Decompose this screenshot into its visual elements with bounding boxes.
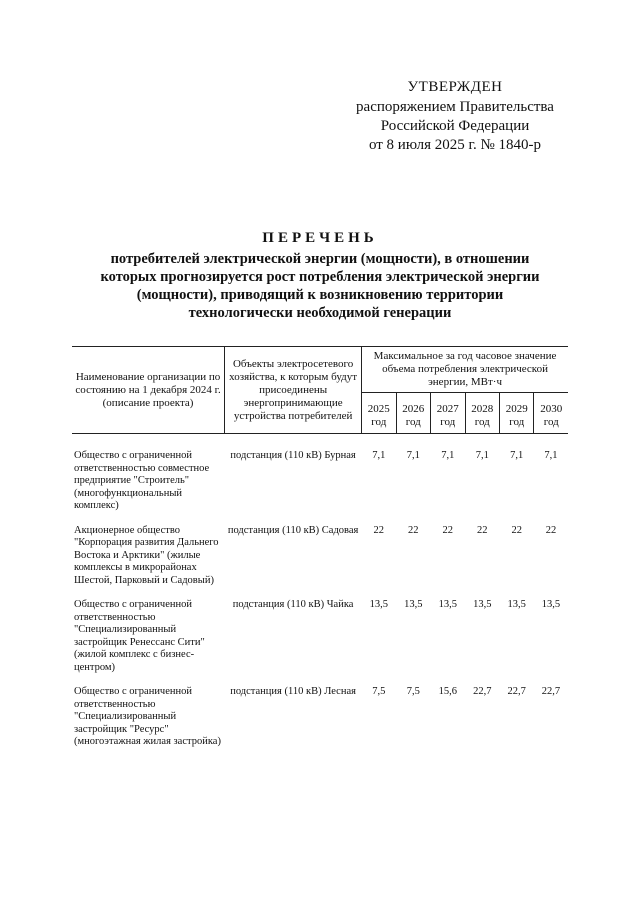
- header-year-2028: 2028 год: [465, 393, 499, 434]
- header-max-consumption: Максимальное за год часовое значение объема потребления электрической энергии, МВт·ч: [362, 347, 568, 393]
- document-subtitle: потребителей электрической энергии (мощности), в отношении которых прогнозируется рост потребления электрической энергии (мощности), приводящий к возникновению территории технологически необходимой генерации: [100, 251, 540, 321]
- header-year-2030: 2030 год: [534, 393, 568, 434]
- row-organization: Акционерное общество "Корпорация развития Дальнего Востока и Арктики" (жилые комплексы в микрорайонах Шестой, Парковый и Садовый): [74, 524, 219, 586]
- row-value-2025: 7,5: [372, 686, 386, 697]
- header-year-2027: 2027 год: [431, 393, 465, 434]
- row-value-2028: 13,5: [473, 599, 492, 610]
- row-organization: Общество с ограниченной ответственностью совместное предприятие "Строитель" (многофункциональный комплекс): [74, 450, 210, 511]
- approval-line-1: распоряжением Правительства: [356, 99, 554, 115]
- row-value-2027: 15,6: [438, 686, 457, 697]
- header-year-2026: 2026 год: [396, 393, 430, 434]
- row-value-2029: 13,5: [507, 599, 526, 610]
- row-value-2030: 13,5: [541, 599, 561, 610]
- row-value-2028: 22: [477, 524, 488, 536]
- approval-line-2: Российской Федерации: [380, 118, 530, 134]
- row-value-2025: 22: [373, 524, 385, 536]
- row-organization: Общество с ограниченной ответственностью "Специализированный застройщик "Ресурс" (многоэтажная жилая застройка): [74, 686, 221, 747]
- header-year-2029: 2029 год: [500, 393, 534, 434]
- document-title: ПЕРЕЧЕНЬ: [262, 230, 378, 246]
- approval-heading: УТВЕРЖДЕН: [407, 79, 503, 95]
- row-value-2030: 7,1: [544, 450, 558, 461]
- row-value-2029: 22,7: [507, 686, 526, 697]
- row-value-2025: 7,1: [372, 450, 386, 461]
- row-value-2027: 22: [442, 524, 454, 536]
- approval-block: [330, 78, 580, 155]
- row-value-2026: 7,1: [406, 450, 420, 461]
- header-objects: Объекты электросетевого хозяйства, к которым будут присоединены энергопринимающие устройства потребителей: [225, 347, 362, 434]
- row-value-2029: 22: [511, 524, 522, 536]
- row-value-2028: 22,7: [473, 686, 492, 697]
- row-organization: Общество с ограниченной ответственностью "Специализированный застройщик Ренессанс Сити" (жилой комплекс с бизнес-центром): [74, 599, 205, 673]
- consumers-table: [72, 346, 568, 761]
- row-value-2025: 13,5: [369, 599, 388, 610]
- row-value-2028: 7,1: [475, 450, 489, 461]
- row-value-2029: 7,1: [510, 450, 524, 461]
- row-value-2030: 22: [545, 524, 557, 536]
- row-object: подстанция (110 кВ) Садовая: [227, 524, 359, 536]
- row-object: подстанция (110 кВ) Лесная: [230, 686, 356, 697]
- row-object: подстанция (110 кВ) Бурная: [230, 450, 356, 461]
- row-value-2026: 7,5: [406, 686, 420, 697]
- row-value-2027: 13,5: [438, 599, 457, 610]
- approval-line-3: от 8 июля 2025 г. № 1840-р: [368, 137, 542, 153]
- row-value-2026: 13,5: [404, 599, 423, 610]
- row-value-2030: 22,7: [541, 686, 561, 697]
- row-object: подстанция (110 кВ) Чайка: [232, 599, 354, 610]
- table-row: [72, 599, 568, 686]
- table-row: [72, 686, 568, 761]
- header-organization: Наименование организации по состоянию на 1 декабря 2024 г. (описание проекта): [72, 347, 225, 434]
- table-row: [72, 450, 568, 525]
- table-row: [72, 525, 568, 600]
- row-value-2027: 7,1: [441, 450, 455, 461]
- row-value-2026: 22: [408, 524, 419, 536]
- header-year-2025: 2025 год: [362, 393, 396, 434]
